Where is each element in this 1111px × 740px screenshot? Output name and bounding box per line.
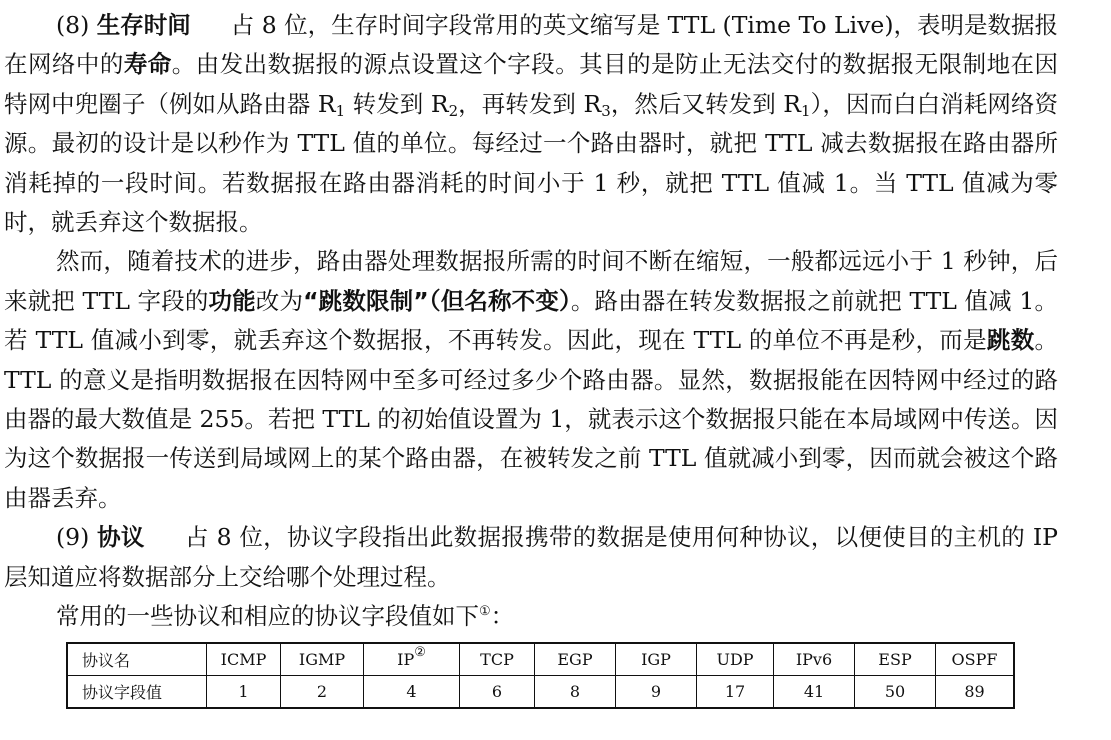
protocol-table [66, 642, 1015, 709]
table-cell-value: 8 [535, 676, 616, 709]
bold-term-hop-limit: “跳数限制”（但名称不变） [303, 286, 571, 315]
document-page [4, 6, 1058, 637]
protocol-table-wrapper [66, 642, 1015, 709]
table-cell-name: TCP [460, 643, 535, 676]
bold-term-function: 功能 [208, 286, 256, 315]
row-header-protocol-value: 协议字段值 [67, 676, 207, 709]
section-label: (8) [56, 11, 97, 39]
section-title-ttl: 生存时间 [96, 11, 191, 39]
table-cell-name: IGP [616, 643, 697, 676]
table-cell-value: 41 [774, 676, 855, 709]
table-cell-name: EGP [535, 643, 616, 676]
table-cell-name: UDP [697, 643, 774, 676]
table-cell-value: 1 [207, 676, 281, 709]
paragraph-hop-limit: 然而，随着技术的进步，路由器处理数据报所需的时间不断在缩短，一般都远远小于 1 秒钟，后来就把 TTL 字段的功能改为“跳数限制”（但名称不变）。路由器在转发数据报之前就把 TTL 值减 1。若 TTL 值减小到零，就丢弃这个数据报，不再转发。因此，现在 TTL 的单位不再是秒，而是跳数。TTL 的意义是指明数据报在因特网中至多可经过多少个路由器。显然，数据报能在因特网中经过的路由器的最大数值是 255。若把 TTL 的初始值设置为 1，就表示这个数据报只能在本局域网中传送。因为这个数据报一传送到局域网上的某个路由器，在被转发之前 TTL 值就减小到零，因而就会被这个路由器丢弃。 [4, 247, 1059, 512]
table-cell-name: ICMP [207, 643, 281, 676]
bold-term-lifetime: 寿命 [123, 50, 172, 79]
table-cell-name: IGMP [281, 643, 364, 676]
table-cell-name: OSPF [936, 643, 1015, 676]
table-cell-name: ESP [855, 643, 936, 676]
table-intro: 常用的一些协议和相应的协议字段值如下①： [56, 602, 515, 631]
table-row [67, 676, 1014, 709]
table-cell-value: 2 [281, 676, 364, 709]
footnote-marker: ② [414, 645, 426, 660]
paragraph-ttl: (8) 生存时间 占 8 位，生存时间字段常用的英文缩写是 TTL (Time To Live)，表明是数据报在网络中的寿命。由发出数据报的源点设置这个字段。其目的是防止无法交付的数据报无限制地在因特网中兜圈子（例如从路由器 $R_1$ 转发到 $R_2$，再转发到 $R_3$，然后又转发到 $R_1$），因而白白消耗网络资源。最初的设计是以秒作为 TTL 值的单位。每经过一个路由器时，就把 TTL 减去数据报在路由器所消耗掉的一段时间。若数据报在路由器消耗的时间小于 1 秒，就把 TTL 值减 1。当 TTL 值减为零时，就丢弃这个数据报。 [4, 11, 1059, 237]
table-cell-name: IPv6 [774, 643, 855, 676]
table-cell-value: 6 [460, 676, 535, 709]
table-cell-value: 4 [364, 676, 460, 709]
section-title-protocol: 协议 [97, 523, 145, 552]
table-row [67, 643, 1014, 676]
table-cell-name: IP② [364, 643, 460, 676]
table-cell-value: 50 [855, 676, 936, 709]
section-label: (9) [56, 523, 98, 552]
row-header-protocol-name: 协议名 [67, 643, 207, 676]
paragraph-protocol: (9) 协议 占 8 位，协议字段指出此数据报携带的数据是使用何种协议，以便使目的主机的 IP 层知道应将数据部分上交给哪个处理过程。 [4, 523, 1058, 591]
table-cell-value: 17 [697, 676, 774, 709]
table-cell-value: 9 [616, 676, 697, 709]
bold-term-hops: 跳数 [986, 326, 1035, 355]
footnote-marker: ① [479, 604, 491, 620]
table-cell-value: 89 [936, 676, 1015, 709]
